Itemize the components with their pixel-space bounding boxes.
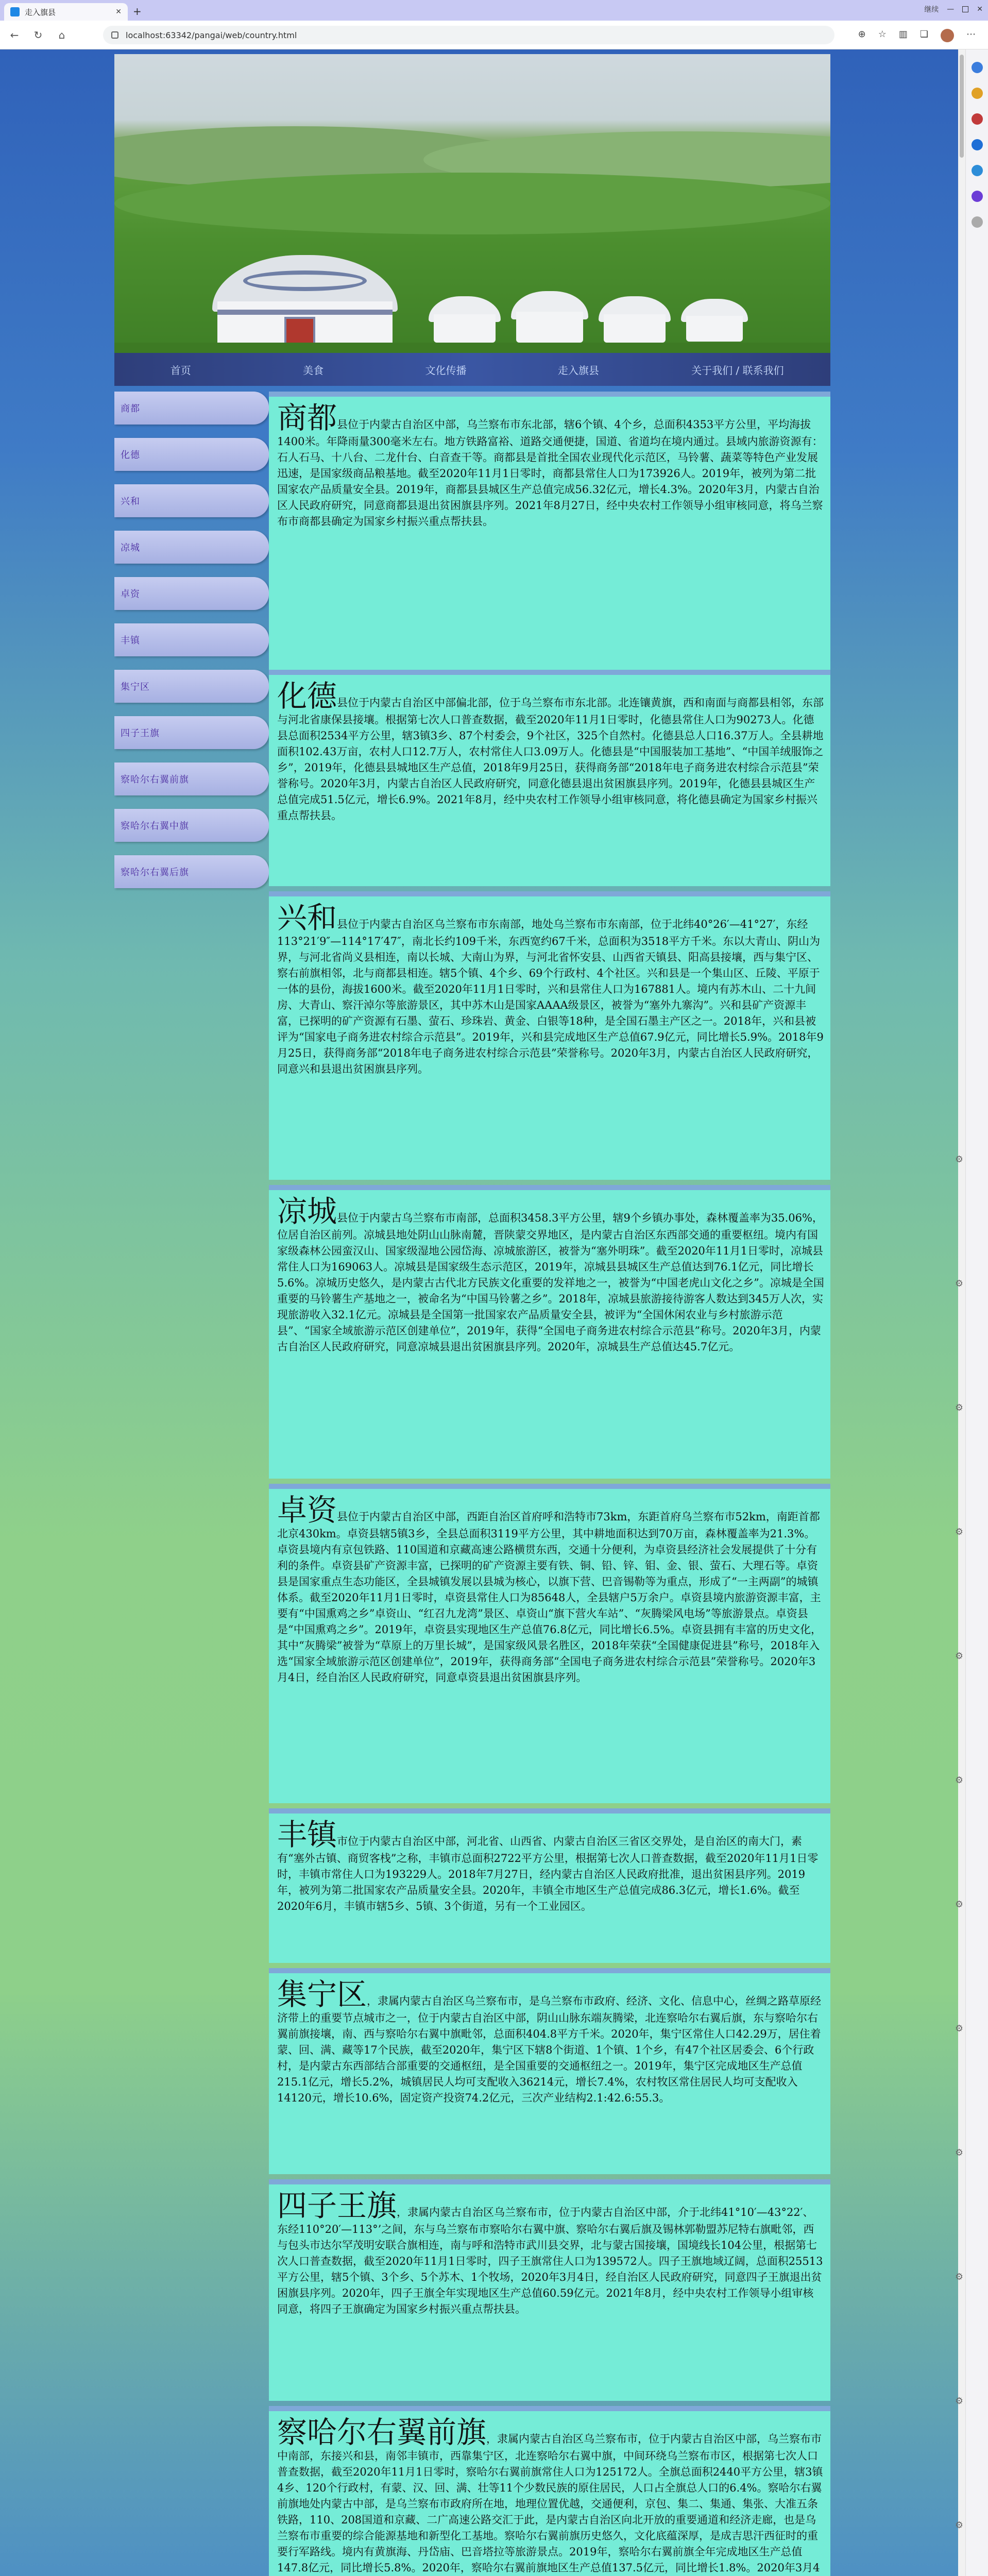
outlook-icon[interactable] (972, 165, 983, 176)
county-card-siziwang (269, 2179, 830, 2401)
county-description: 县位于内蒙古自治区中部，乌兰察布市东北部，辖6个镇、4个乡，总面积4353平方公里，平均海拔1400米。年降雨量300毫米左右。地方铁路富裕、道路交通便捷，国道、省道均在境内通过。县域内旅游资源有：石人石马、十八台、二龙什台、白音查干等。商都县是首批全国农业现代化示范区，马铃薯、蔬菜等特色产业发展迅速，是国家级商品粮基地。截至2020年11月1日零时，商都县常住人口为173926人。2019年，被列为第二批国家农产品质量安全县。2019年，商都县县城区生产总值完成56.32亿元，增长4.3%。2020年3月，内蒙古自治区人民政府研究，同意商都县退出贫困旗县序列。2021年8月27日，经中央农村工作领导小组审核同意，将乌兰察布市商都县确定为国家乡村振兴重点帮扶县。 (277, 418, 823, 528)
url-field[interactable] (103, 26, 834, 44)
county-title: 商都 (277, 400, 337, 435)
edge-sidebar (965, 49, 988, 2576)
main-navigation (114, 353, 830, 386)
sidebar-settings-column (955, 1154, 963, 2576)
county-card-chayouqian (269, 2406, 830, 2576)
settings-gear-icon[interactable]: ⚙ (955, 2023, 963, 2034)
county-title: 兴和 (277, 900, 337, 935)
county-title: 化德 (277, 679, 337, 714)
add-sidebar-app-icon[interactable] (972, 216, 983, 228)
settings-gear-icon[interactable]: ⚙ (955, 1527, 963, 1537)
county-description: ，隶属内蒙古自治区乌兰察布市，位于内蒙古自治区中部，介于北纬41°10′—43°22′、东经110°20′—113°’之间，东与乌兰察布市察哈尔右翼中旗、察哈尔右翼后旗及锡林郭勒盟苏尼特右旗毗邻，西与包头市达尔罕茂明安联合旗相连，南与呼和浩特市武川县交界，北与蒙古国接壤，国境线长104公里，根据第七次人口普查数据，截至2020年11月1日零时，四子王旗常住人口为139572人。四子王旗地域辽阔，总面积25513平方公里，辖5个镇、3个乡、5个苏木、1个牧场，2020年3月4日，经自治区人民政府研究，同意四子王旗退出贫困旗县序列。2020年，四子王旗全年实现地区生产总值60.59亿元。2021年8月，经中央农村工作领导小组审核同意，将四子王旗确定为国家乡村振兴重点帮扶县。 (277, 2206, 823, 2315)
county-description: 县位于内蒙古自治区中部，西距自治区首府呼和浩特市73km，东距首府乌兰察布市52km，南距首都北京430km。卓资县辖5镇3乡，全县总面积3119平方公里，其中耕地面积达到70万亩，森林覆盖率为21.3%。卓资县境内有京包铁路、110国道和京藏高速公路横贯东西，交通十分便利，为卓资县经济社会发展提供了十分有利的条件。卓资县矿产资源丰富，已探明的矿产资源主要有铁、铜、铅、锌、钼、金、银、萤石、大理石等。卓资县是国家重点生态功能区，全县城镇发展以县城为核心，以旗下营、巴音锡勒等为重点，形成了“一主两副”的城镇体系。截至2020年11月1日零时，卓资县常住人口为85648人，全县辖户5万余户。卓资县境内旅游资源丰富，主要有“中国熏鸡之乡”卓资山、“红召九龙湾”景区、卓资山“旗下营火车站”、“灰腾梁风电场”等旅游景点。卓资县是“中国熏鸡之乡”。2019年，卓资县实现地区生产总值76.8亿元，同比增长6.5%。卓资县拥有丰富的历史文化，其中“灰腾梁”被誉为“草原上的万里长城”，是国家级风景名胜区，2018年荣获“全国健康促进县”称号，2018年入选“国家全域旅游示范区创建单位”，2019年，获得商务部“全国电子商务进农村综合示范县”荣誉称号。2020年3月4日，经自治区人民政府研究，同意卓资县退出贫困旗县序列。 (277, 1511, 822, 1684)
address-bar-row (0, 21, 988, 49)
tab-close-icon[interactable]: ✕ (115, 8, 122, 16)
county-side-menu (114, 392, 269, 902)
nav-counties[interactable]: 走入旗县 (557, 364, 599, 377)
settings-gear-icon[interactable]: ⚙ (955, 1402, 963, 1413)
menu-item-chayouqian[interactable]: 察哈尔右翼前旗 (114, 762, 269, 795)
nav-culture[interactable]: 文化传播 (425, 364, 467, 377)
settings-gear-icon[interactable]: ⚙ (955, 2396, 963, 2406)
back-icon[interactable]: ← (10, 28, 19, 41)
county-title: 丰镇 (277, 1817, 337, 1852)
scrollbar-thumb[interactable] (960, 55, 964, 158)
county-description: 县位于内蒙古乌兰察布市南部，总面积3458.3平方公里，辖9个乡镇办事处，森林覆盖率为35.06%，位居自治区前列。凉城县地处阴山山脉南麓，晋陕蒙交界地区，是内蒙古自治区东西部交通的重要枢纽。境内有国家级森林公园蛮汉山、国家级湿地公园岱海、凉城旅游区，被誉为“塞外明珠”。截至2020年11月1日零时，凉城县常住人口为169063人。凉城县是国家级生态示范区，2019年，凉城县县城区生产总值达到76.1亿元，同比增长5.6%。凉城历史悠久，是内蒙古古代北方民族文化重要的发祥地之一，被誉为“中国老虎山文化之乡”。凉城是全国重要的马铃薯生产基地之一，被命名为“中国马铃薯之乡”。2018年，凉城县旅游接待游客人数达到345万人次，实现旅游收入32.1亿元。凉城县是全国第一批国家农产品质量安全县，被评为“全国休闲农业与乡村旅游示范县”、“国家全域旅游示范区创建单位”，2019年，获得“全国电子商务进农村综合示范县”称号。2020年3月，内蒙古自治区人民政府研究，同意凉城县退出贫困旗县序列。2020年，凉城县生产总值达45.7亿元。 (277, 1212, 824, 1353)
more-menu-icon[interactable]: ⋯ (966, 29, 976, 40)
county-card-xinghe (269, 891, 830, 1180)
county-description: 县位于内蒙古自治区乌兰察布市东南部，地处乌兰察布市东南部，位于北纬40°26′—41°27′，东经113°21′9″—114°17′47″，南北长约109千米，东西宽约67千米，总面积为3518平方千米。东以大青山、阴山为界，与河北省尚义县相连，南以长城、大南山为界，与河北省怀安县、山西省天镇县、阳高县接壤，西与集宁区、察右前旗相邻，北与商都县相连。辖5个镇、4个乡、69个行政村、4个社区。兴和县是一个集山区、丘陵、平原于一体的县份，海拔1600米。截至2020年11月1日零时，兴和县常住人口为167881人。境内有苏木山、二十九间房、大青山、察汗淖尔等旅游景区，其中苏木山是国家AAAA级景区，被誉为“塞外九寨沟”。兴和县矿产资源丰富，已探明的矿产资源有石墨、萤石、珍珠岩、黄金、白银等18种，是全国石墨主产区之一。2018年，兴和县被评为“国家电子商务进农村综合示范县”。2019年，兴和县完成地区生产总值67.9亿元，同比增长5.9%。2018年9月25日，获得商务部“2018年电子商务进农村综合示范县”荣誉称号。2020年3月，内蒙古自治区人民政府研究，同意兴和县退出贫困旗县序列。 (277, 918, 824, 1075)
menu-item-zhuozi[interactable]: 卓资 (114, 577, 269, 610)
site-info-icon[interactable] (111, 31, 118, 39)
menu-item-siziwang[interactable]: 四子王旗 (114, 716, 269, 749)
menu-item-shangdu[interactable]: 商都 (114, 392, 269, 425)
county-card-liangcheng (269, 1185, 830, 1479)
settings-gear-icon[interactable]: ⚙ (955, 2272, 963, 2282)
county-card-jining (269, 1968, 830, 2174)
settings-gear-icon[interactable]: ⚙ (955, 1775, 963, 1786)
maximize-icon[interactable] (962, 6, 968, 12)
office-icon[interactable] (972, 139, 983, 150)
menu-item-chayouhou[interactable]: 察哈尔右翼后旗 (114, 855, 269, 888)
window-controls (924, 4, 983, 14)
yurt-grassland-banner-image (114, 54, 830, 353)
browser-toolbar-right (858, 29, 976, 42)
menu-item-chayouzhong[interactable]: 察哈尔右翼中旗 (114, 809, 269, 842)
county-card-huade (269, 670, 830, 886)
nav-about-contact[interactable]: 关于我们 / 联系我们 (691, 364, 784, 377)
settings-gear-icon[interactable]: ⚙ (955, 1651, 963, 1662)
settings-gear-icon[interactable]: ⚙ (955, 1899, 963, 1910)
nav-food[interactable]: 美食 (303, 364, 324, 377)
county-description: 市位于内蒙古自治区中部，河北省、山西省、内蒙古自治区三省区交界处，是自治区的南大门，素有“塞外古镇、商贸客栈”之称，丰镇市总面积2722平方公里，根据第七次人口普查数据，截至2020年11月1日零时，丰镇市常住人口为193229人。2018年7月27日，经内蒙古自治区人民政府批准，退出贫困县序列。2019年，被列为第二批国家农产品质量安全县。2020年，丰镇全市地区生产总值完成86.3亿元，增长1.6%。截至2020年6月，丰镇市辖5乡、5镇、3个街道，另有一个工业园区。 (277, 1835, 819, 1912)
window-continue-label[interactable]: 继续 (924, 6, 939, 14)
settings-gear-icon[interactable]: ⚙ (955, 1278, 963, 1289)
split-screen-icon[interactable]: ▥ (898, 29, 908, 40)
profile-avatar[interactable] (941, 29, 954, 42)
settings-gear-icon[interactable]: ⚙ (955, 2520, 963, 2531)
county-description: ，隶属内蒙古自治区乌兰察布市，是乌兰察布市政府、经济、文化、信息中心，丝绸之路草原经济带上的重要节点城市之一，位于内蒙古自治区中部，阴山山脉东端灰腾梁，北连察哈尔右翼后旗，东与察哈尔右翼前旗接壤，南、西与察哈尔右翼中旗毗邻，总面积404.8平方千米。2020年，集宁区常住人口42.29万，居住着蒙、回、满、藏等17个民族，截至2020年，集宁区下辖8个街道、1个镇、1个乡，有47个社区居委会、6个行政村，是内蒙古东西部结合部重要的交通枢纽，是全国重要的交通枢纽之一。2019年，集宁区完成地区生产总值215.1亿元，增长5.2%，城镇居民人均可支配收入36214元，增长7.4%，农村牧区常住居民人均可支配收入14120元，增长10.6%，固定资产投资74.2亿元，三次产业结构2.1:42.6:55.3。 (277, 1995, 822, 2104)
county-title: 察哈尔右翼前旗 (277, 2415, 487, 2450)
search-icon[interactable] (972, 62, 983, 73)
menu-item-liangcheng[interactable]: 凉城 (114, 531, 269, 564)
new-tab-icon[interactable]: + (133, 5, 142, 18)
collections-icon[interactable]: ❏ (919, 29, 928, 40)
games-icon[interactable] (972, 191, 983, 202)
county-card-zhuozi (269, 1484, 830, 1803)
nav-home[interactable]: 首页 (170, 364, 191, 377)
settings-gear-icon[interactable]: ⚙ (955, 1154, 963, 1165)
shopping-icon[interactable] (972, 88, 983, 99)
tab-title: 走入旗县 (25, 7, 56, 17)
county-title: 四子王旗 (277, 2188, 397, 2223)
menu-item-huade[interactable]: 化德 (114, 438, 269, 471)
menu-item-xinghe[interactable]: 兴和 (114, 484, 269, 517)
settings-gear-icon[interactable]: ⚙ (955, 2147, 963, 2158)
county-card-fengzhen (269, 1808, 830, 1963)
county-title: 凉城 (277, 1194, 337, 1229)
minimize-icon[interactable]: — (947, 5, 955, 13)
browser-tab-bar (0, 0, 988, 21)
url-text: localhost:63342/pangai/web/country.html (126, 30, 297, 40)
county-title: 集宁区 (277, 1977, 367, 2012)
menu-item-fengzhen[interactable]: 丰镇 (114, 623, 269, 656)
home-icon[interactable]: ⌂ (58, 28, 65, 41)
tools-icon[interactable] (972, 113, 983, 125)
browser-tab[interactable] (4, 3, 128, 21)
reload-icon[interactable]: ↻ (33, 28, 43, 41)
county-description: ，隶属内蒙古自治区乌兰察布市，位于内蒙古自治区中部，乌兰察布市中南部，东接兴和县，南邻丰镇市，西靠集宁区，北连察哈尔右翼中旗，中间环绕乌兰察布市区，根据第七次人口普查数据，截至2020年11月1日零时，察哈尔右翼前旗常住人口为125172人。全旗总面积2440平方公里，辖3镇4乡、120个行政村，有蒙、汉、回、满、壮等11个少数民族的原住居民，人口占全旗总人口的6.4%。察哈尔右翼前旗地处内蒙古中部，是乌兰察布市政府所在地，地理位置优越，交通便利，京包、集二、集通、集张、大准五条铁路，110、208国道和京藏、二广高速公路交汇于此，是内蒙古自治区向北开放的重要通道和经济走廊，也是乌兰察布市重要的综合能源基地和新型化工基地。察哈尔右翼前旗历史悠久，文化底蕴深厚，是成吉思汗西征时的重要行军路线。境内有黄旗海、丹岱庙、巴音塔拉等旅游景点。2019年，察哈尔右翼前旗全年完成地区生产总值147.8亿元，同比增长5.8%。2020年，察哈尔右翼前旗地区生产总值137.5亿元，同比增长1.8%。2020年3月4 (277, 2433, 823, 2574)
county-title: 卓资 (277, 1493, 337, 1528)
zoom-icon[interactable]: ⊕ (858, 29, 866, 40)
tab-favicon-icon (10, 7, 20, 16)
window-close-icon[interactable]: ✕ (977, 5, 983, 13)
favorites-star-icon[interactable]: ☆ (878, 29, 887, 40)
menu-item-jining[interactable]: 集宁区 (114, 670, 269, 703)
county-description: 县位于内蒙古自治区中部偏北部，位于乌兰察布市东北部。北连镶黄旗，西和南面与商都县相邻，东部与河北省康保县接壤。根据第七次人口普查数据，截至2020年11月1日零时，化德县常住人口为90273人。化德县总面积2534平方公里，辖3镇3乡、87个村委会，9个社区，325个自然村。化德县总人口16.37万人。全县耕地面积102.43万亩，农村人口12.7万人，农村常住人口3.09万人。化德县是“中国服装加工基地”、“中国羊绒服饰之乡”，2019年，化德县县城地区生产总值，2018年9月25日，获得商务部“2018年电子商务进农村综合示范县”荣誉称号。2020年3月，内蒙古自治区人民政府研究，同意化德县退出贫困旗县序列。2019年，化德县县城区生产总值完成51.5亿元，增长6.9%。2021年8月，经中央农村工作领导小组审核同意，将化德县确定为国家乡村振兴重点帮扶县。 (277, 697, 824, 822)
